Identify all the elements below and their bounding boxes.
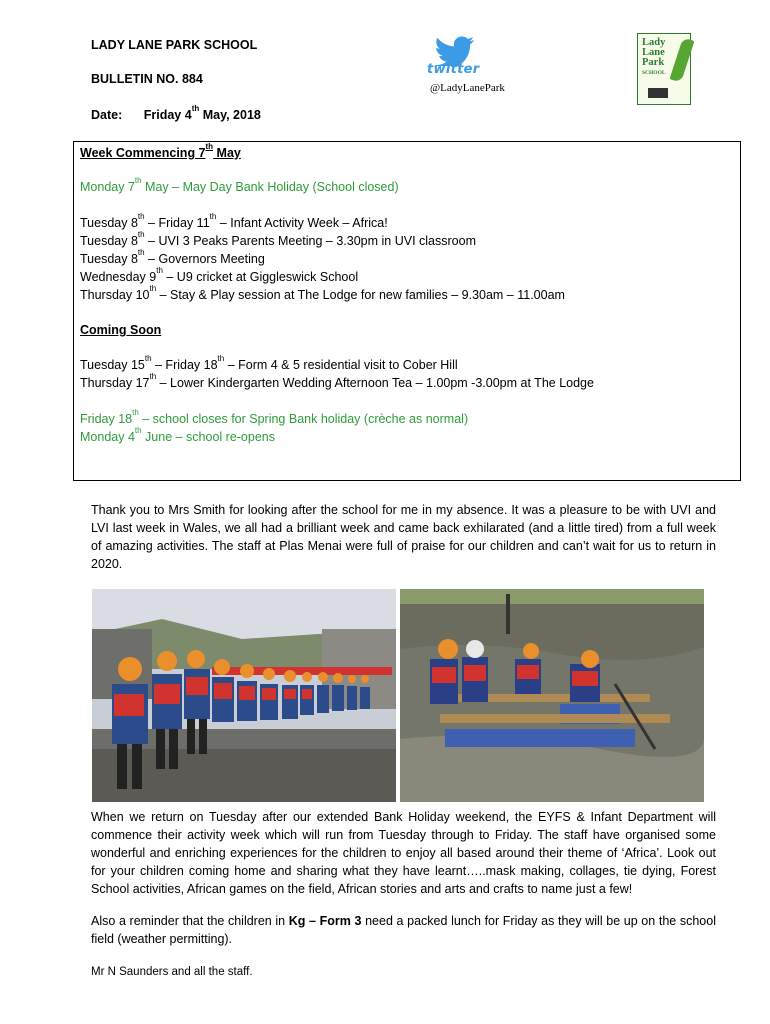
holiday-sup: th — [134, 176, 142, 185]
coming-sup: th — [144, 354, 152, 363]
logo-building-icon — [648, 88, 668, 98]
date-post: May, 2018 — [199, 108, 261, 122]
logo-line-3: Park — [642, 57, 665, 68]
bulletin-number: BULLETIN NO. 884 — [91, 72, 203, 86]
closure-sup: th — [134, 426, 142, 435]
date-pre: Friday 4 — [143, 108, 192, 122]
event-line — [80, 212, 388, 230]
event-sup: th — [149, 284, 157, 293]
closure-sup: th — [132, 408, 139, 417]
event-text: – Friday 11 — [144, 216, 210, 230]
coming-date: Tuesday 15 — [80, 358, 145, 372]
closure-date: Friday 18 — [80, 412, 133, 426]
event-line — [80, 284, 565, 302]
event-sup: th — [209, 212, 217, 221]
closure-text: June – school re-opens — [141, 430, 275, 444]
event-sup: th — [137, 212, 145, 221]
event-line — [80, 248, 265, 266]
event-text: – UVI 3 Peaks Parents Meeting – 3.30pm in UVI classroom — [144, 234, 476, 248]
school-logo — [637, 33, 691, 105]
photo-raft-building — [400, 589, 704, 802]
date-sup: th — [191, 104, 200, 113]
photo-children-in-helmets — [92, 589, 396, 802]
coming-line — [80, 372, 594, 390]
event-text: – Infant Activity Week – Africa! — [216, 216, 388, 230]
bank-holiday-line — [80, 176, 399, 194]
event-sup: th — [137, 230, 145, 239]
twitter-wordmark: twitter — [427, 62, 480, 77]
school-name: LADY LANE PARK SCHOOL — [91, 38, 258, 52]
closure-line — [80, 426, 275, 444]
logo-line-4: SCHOOL — [642, 70, 666, 76]
coming-text: – Friday 18 — [151, 358, 218, 372]
date-label: Date: — [91, 108, 123, 122]
logo-line-1: Lady — [642, 37, 666, 48]
event-date: Thursday 10 — [80, 288, 150, 302]
closure-line — [80, 408, 469, 426]
event-line — [80, 230, 476, 248]
event-date: Wednesday 9 — [80, 270, 157, 284]
coming-soon-label: Coming Soon — [80, 323, 162, 337]
coming-sup: th — [217, 354, 225, 363]
event-line — [80, 266, 359, 284]
wales-trip-paragraph: Thank you to Mrs Smith for looking after the school for me in my absence. It was a pleasure to be with UVI and LVI last week in Wales, we all had a brilliant week and came back exhilarated (and a little tired) from a full week of amazing activities. The staff at Plas Menai were full of praise for our children and can’t wait for us to return in 2020. — [91, 503, 716, 571]
holiday-pre: Monday 7 — [80, 180, 135, 194]
event-sup: th — [156, 266, 163, 275]
logo-line-2: Lane — [642, 47, 665, 58]
closure-text: – school closes for Spring Bank holiday (crèche as normal) — [138, 412, 469, 426]
coming-date: Thursday 17 — [80, 376, 150, 390]
coming-text: – Lower Kindergarten Wedding Afternoon Tea – 1.00pm -3.00pm at The Lodge — [156, 376, 594, 390]
week-heading-post: May — [213, 146, 241, 160]
event-text: – U9 cricket at Giggleswick School — [162, 270, 359, 284]
event-date: Tuesday 8 — [80, 252, 138, 266]
reminder-post: need a packed lunch for Friday as they will be up on the school field (weather permitting). — [91, 914, 716, 946]
coming-line — [80, 354, 458, 372]
week-heading-sup: th — [205, 142, 214, 151]
coming-soon-heading — [80, 323, 161, 337]
coming-text: – Form 4 & 5 residential visit to Cober Hill — [224, 358, 458, 372]
reminder-pre: Also a reminder that the children in — [91, 914, 289, 928]
bulletin-date — [91, 104, 261, 122]
week-heading — [80, 142, 241, 160]
event-date: Tuesday 8 — [80, 216, 138, 230]
packed-lunch-reminder — [91, 912, 716, 948]
holiday-post: May – May Day Bank Holiday (School closed) — [141, 180, 399, 194]
activity-week-paragraph: When we return on Tuesday after our extended Bank Holiday weekend, the EYFS & Infant Department will commence their activity week which will run from Tuesday through to Friday. The staff have organised some wonderful and enriching experiences for the children to enjoy all based around their theme of ‘Africa’. Look out for your children coming home and sharing what they have learnt…..mask making, collages, tie dying, Forest School activities, African games on the field, African stories and arts and crafts to name just a few! — [91, 810, 716, 896]
event-text: – Stay & Play session at The Lodge for new families – 9.30am – 11.00am — [156, 288, 565, 302]
event-date: Tuesday 8 — [80, 234, 138, 248]
coming-sup: th — [149, 372, 157, 381]
twitter-handle[interactable]: @LadyLanePark — [430, 82, 505, 94]
event-text: – Governors Meeting — [144, 252, 265, 266]
closure-date: Monday 4 — [80, 430, 135, 444]
signoff: Mr N Saunders and all the staff. — [91, 966, 253, 978]
week-heading-pre: Week Commencing 7 — [80, 146, 206, 160]
logo-quill-icon — [669, 37, 694, 83]
reminder-bold: Kg – Form 3 — [288, 914, 362, 928]
event-sup: th — [137, 248, 145, 257]
